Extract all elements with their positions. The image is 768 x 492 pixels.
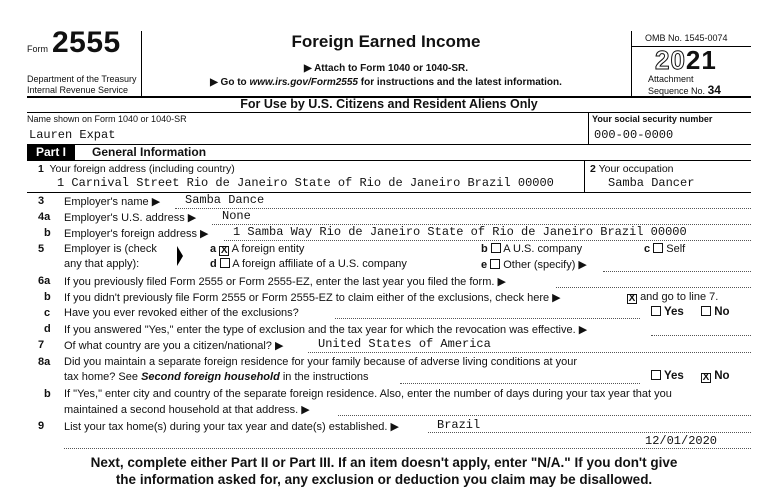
line8a-text2: tax home? See Second foreign household in the instructions (64, 371, 369, 383)
option-a-checkbox[interactable]: X (220, 245, 228, 256)
line9-num: 9 (38, 420, 45, 432)
line8a-yes[interactable]: Yes (651, 370, 684, 382)
irs-url[interactable]: www.irs.gov/Form2555 (249, 77, 358, 88)
option-c[interactable]: c Self (644, 243, 686, 255)
line6d-text: If you answered "Yes," enter the type of exclusion and the tax year for which the revocation was effective. ▶ (64, 324, 588, 336)
form-title: Foreign Earned Income (291, 32, 481, 51)
line6c-num: c (44, 307, 51, 319)
line8a-yes-checkbox[interactable] (651, 370, 661, 380)
line6b-num: b (44, 291, 51, 303)
attachment-label: Attachment (648, 74, 694, 84)
line5-label2: any that apply): (64, 258, 140, 270)
footer-line1: Next, complete either Part II or Part III. If an item doesn't apply, enter "N/A." If you don't give (90, 455, 678, 470)
name-label: Name shown on Form 1040 or 1040-SR (27, 114, 187, 124)
line6a-text: If you previously filed Form 2555 or Form 2555-EZ, enter the last year you filed the form. ▶ (64, 276, 506, 288)
dept-line2: Internal Revenue Service (27, 85, 129, 95)
line3-num: 3 (38, 195, 45, 207)
line6d-num: d (44, 323, 51, 335)
line6c-no-checkbox[interactable] (701, 306, 711, 316)
line4a-label: Employer's U.S. address ▶ (64, 212, 197, 224)
line3-label: Employer's name ▶ (64, 196, 161, 208)
option-d[interactable]: d A foreign affiliate of a U.S. company (210, 258, 407, 270)
option-d-checkbox[interactable] (220, 258, 230, 268)
option-e-checkbox[interactable] (490, 259, 500, 269)
line4b-label: Employer's foreign address ▶ (64, 228, 209, 240)
name-field[interactable]: Lauren Expat (29, 128, 116, 142)
part-title: General Information (92, 145, 207, 159)
line6b-text: If you didn't previously file Form 2555 or Form 2555-EZ to claim either of the exclusions, check here ▶ (64, 292, 561, 304)
line8a-no[interactable]: X No (702, 370, 730, 383)
other-specify-field[interactable] (603, 271, 751, 272)
revocation-field[interactable] (651, 335, 751, 336)
sequence-label: Sequence No. 34 (648, 83, 721, 97)
line6c-yes-checkbox[interactable] (651, 306, 661, 316)
line5-label1: Employer is (check (64, 243, 157, 255)
omb-number: OMB No. 1545-0074 (645, 33, 728, 43)
line6b-checkbox[interactable]: X (628, 293, 636, 304)
line7-num: 7 (38, 339, 45, 351)
line4b-num: b (44, 227, 51, 239)
line1-label: 1 Your foreign address (including country) (38, 163, 235, 175)
instructions-link-line: ▶ Go to www.irs.gov/Form2555 for instructions and the latest information. (210, 77, 562, 88)
attach-note: ▶ Attach to Form 1040 or 1040-SR. (303, 63, 469, 74)
option-e[interactable]: e Other (specify) ▶ (481, 259, 587, 271)
line6b-check[interactable]: X and go to line 7. (628, 291, 719, 304)
employer-foreign-address-field[interactable]: 1 Samba Way Rio de Janeiro State of Rio de Janeiro Brazil 00000 (233, 225, 687, 239)
option-c-checkbox[interactable] (653, 243, 663, 253)
part-label: Part I (27, 145, 75, 160)
line6c-yes[interactable]: Yes (651, 306, 684, 318)
line6c-no[interactable]: No (701, 306, 730, 318)
footer-line2: the information asked for, any exclusion or deduction you claim may be disallowed. (115, 472, 653, 487)
option-a[interactable]: a X A foreign entity (210, 243, 305, 256)
second-household-field[interactable] (338, 415, 751, 416)
tax-home-field[interactable]: Brazil (437, 418, 481, 432)
bracket-arrow-icon (177, 246, 183, 266)
line4a-num: 4a (38, 211, 51, 223)
tax-year: 2021 (655, 45, 717, 75)
occupation-field[interactable]: Samba Dancer (608, 176, 695, 190)
line8b-text1: If "Yes," enter city and country of the separate foreign residence. Also, enter the number of days during your tax year that you (64, 388, 672, 400)
option-b-checkbox[interactable] (491, 243, 501, 253)
last-year-filed-field[interactable] (556, 287, 751, 288)
tax-home-date-field[interactable]: 12/01/2020 (645, 434, 718, 448)
option-b[interactable]: b A U.S. company (481, 243, 583, 255)
dept-line1: Department of the Treasury (27, 74, 137, 84)
foreign-address-field[interactable]: 1 Carnival Street Rio de Janeiro State of Rio de Janeiro Brazil 00000 (57, 176, 554, 190)
line7-text: Of what country are you a citizen/national? ▶ (64, 340, 284, 352)
line8a-num: 8a (38, 356, 51, 368)
line8b-text2: maintained a second household at that address. ▶ (64, 404, 310, 416)
line8b-num: b (44, 388, 51, 400)
citizenship-field[interactable]: United States of America (318, 337, 491, 351)
line8a-no-checkbox[interactable]: X (702, 372, 710, 383)
line9-text: List your tax home(s) during your tax year and date(s) established. ▶ (64, 421, 399, 433)
line5-num: 5 (38, 243, 45, 255)
employer-us-address-field[interactable]: None (222, 209, 251, 223)
ssn-label: Your social security number (592, 114, 713, 124)
for-use-banner: For Use by U.S. Citizens and Resident Aliens Only (240, 97, 538, 111)
form-label: Form (27, 44, 48, 54)
line6c-text: Have you ever revoked either of the exclusions? (64, 307, 299, 319)
line6a-num: 6a (38, 275, 51, 287)
form-number: 2555 (52, 26, 121, 59)
ssn-field[interactable]: 000-00-0000 (594, 128, 674, 142)
line8a-text1: Did you maintain a separate foreign residence for your family because of adverse living conditions at your (64, 356, 577, 368)
line2-label: 2 Your occupation (590, 163, 674, 175)
employer-name-field[interactable]: Samba Dance (185, 193, 265, 207)
